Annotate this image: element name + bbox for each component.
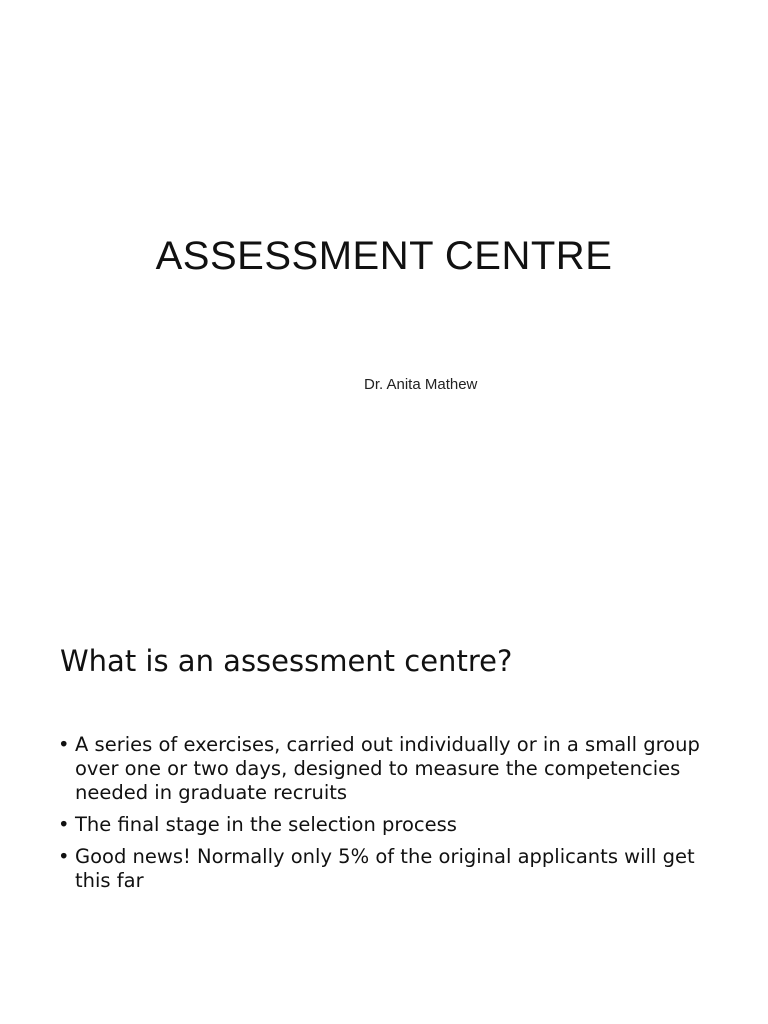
list-item	[58, 733, 708, 805]
list-item	[58, 845, 708, 893]
bullet-icon: •	[58, 845, 70, 868]
content-slide	[0, 512, 768, 1024]
bullet-icon: •	[58, 733, 70, 756]
bullet-text: Good news! Normally only 5% of the original applicants will get this far	[75, 845, 695, 892]
slide-heading: What is an assessment centre?	[60, 644, 513, 678]
author-name: Dr. Anita Mathew	[364, 376, 478, 393]
bullet-list	[58, 733, 708, 901]
bullet-text: A series of exercises, carried out individually or in a small group over one or two days, designed to measure the competencies needed in graduate recruits	[75, 733, 700, 804]
bullet-text: The final stage in the selection process	[75, 813, 457, 836]
list-item	[58, 813, 708, 837]
slide-title: ASSESSMENT CENTRE	[155, 234, 613, 278]
bullet-icon: •	[58, 813, 70, 836]
